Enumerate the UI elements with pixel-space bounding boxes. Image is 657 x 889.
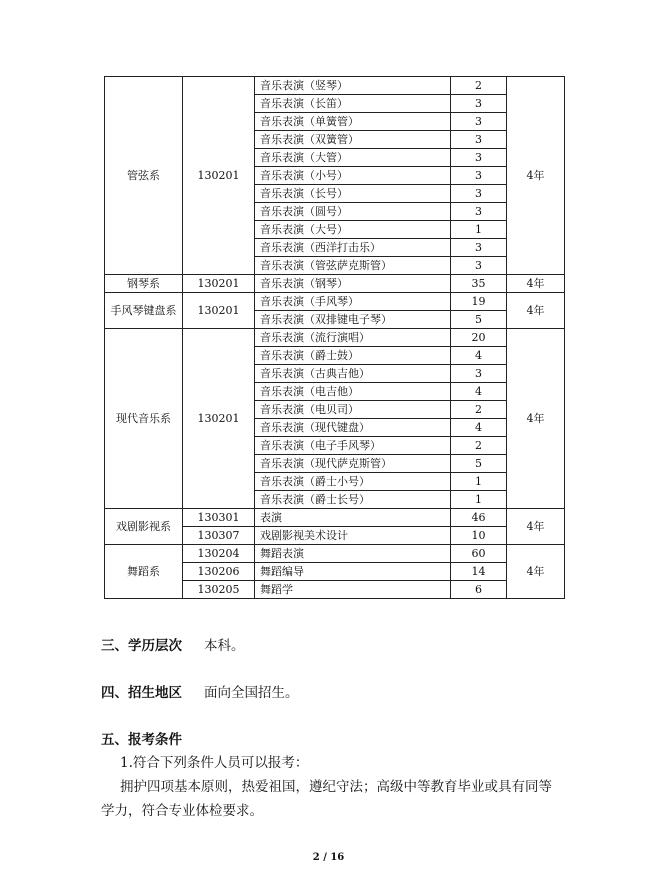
major-cell: 音乐表演（现代键盘）: [255, 419, 451, 437]
count-cell: 46: [451, 509, 507, 527]
major-cell: 戏剧影视美术设计: [255, 527, 451, 545]
count-cell: 1: [451, 491, 507, 509]
major-cell: 音乐表演（爵士鼓）: [255, 347, 451, 365]
code-cell: 130205: [183, 581, 255, 599]
major-cell: 音乐表演（长号）: [255, 185, 451, 203]
section-value: 本科。: [204, 638, 245, 654]
count-cell: 3: [451, 131, 507, 149]
count-cell: 14: [451, 563, 507, 581]
major-cell: 表演: [255, 509, 451, 527]
dept-cell: 舞蹈系: [105, 545, 183, 599]
major-cell: 音乐表演（大号）: [255, 221, 451, 239]
section-eligibility: [101, 730, 182, 750]
code-cell: 130206: [183, 563, 255, 581]
count-cell: 2: [451, 77, 507, 95]
major-cell: 音乐表演（流行演唱）: [255, 329, 451, 347]
count-cell: 3: [451, 365, 507, 383]
section-value: 面向全国招生。: [204, 685, 299, 701]
count-cell: 10: [451, 527, 507, 545]
count-cell: 1: [451, 221, 507, 239]
count-cell: 3: [451, 185, 507, 203]
major-cell: 音乐表演（爵士小号）: [255, 473, 451, 491]
condition-text: 拥护四项基本原则，热爱祖国，遵纪守法；高级中等教育毕业或具有同等学力，符合专业体检要求。: [101, 779, 552, 819]
code-cell: 130201: [183, 293, 255, 329]
major-cell: 音乐表演（西洋打击乐）: [255, 239, 451, 257]
table-row: [105, 77, 565, 95]
major-cell: 音乐表演（双排键电子琴）: [255, 311, 451, 329]
major-cell: 音乐表演（爵士长号）: [255, 491, 451, 509]
dept-cell: 钢琴系: [105, 275, 183, 293]
section-heading: 三、学历层次: [101, 638, 182, 654]
duration-cell: 4年: [507, 275, 565, 293]
duration-cell: 4年: [507, 545, 565, 599]
count-cell: 35: [451, 275, 507, 293]
count-cell: 3: [451, 149, 507, 167]
page-number: 2 / 16: [312, 852, 345, 863]
code-cell: 130201: [183, 77, 255, 275]
major-cell: 音乐表演（圆号）: [255, 203, 451, 221]
count-cell: 20: [451, 329, 507, 347]
section-enrollment-region: [101, 683, 299, 703]
major-cell: 音乐表演（管弦萨克斯管）: [255, 257, 451, 275]
count-cell: 5: [451, 311, 507, 329]
table-row: [105, 293, 565, 311]
major-cell: 舞蹈表演: [255, 545, 451, 563]
table-row: [105, 329, 565, 347]
dept-cell: 现代音乐系: [105, 329, 183, 509]
count-cell: 19: [451, 293, 507, 311]
code-cell: 130307: [183, 527, 255, 545]
code-cell: 130301: [183, 509, 255, 527]
major-cell: 音乐表演（现代萨克斯管）: [255, 455, 451, 473]
count-cell: 3: [451, 239, 507, 257]
major-cell: 音乐表演（钢琴）: [255, 275, 451, 293]
count-cell: 4: [451, 347, 507, 365]
table-row: [105, 545, 565, 563]
duration-cell: 4年: [507, 293, 565, 329]
dept-cell: 手风琴键盘系: [105, 293, 183, 329]
count-cell: 3: [451, 257, 507, 275]
major-cell: 舞蹈编导: [255, 563, 451, 581]
condition-item-1: 1.符合下列条件人员可以报考：: [120, 755, 309, 771]
major-cell: 音乐表演（大管）: [255, 149, 451, 167]
major-cell: 舞蹈学: [255, 581, 451, 599]
count-cell: 4: [451, 383, 507, 401]
major-cell: 音乐表演（双簧管）: [255, 131, 451, 149]
major-cell: 音乐表演（电子手风琴）: [255, 437, 451, 455]
major-cell: 音乐表演（小号）: [255, 167, 451, 185]
dept-cell: 戏剧影视系: [105, 509, 183, 545]
count-cell: 5: [451, 455, 507, 473]
major-cell: 音乐表演（古典吉他）: [255, 365, 451, 383]
count-cell: 3: [451, 95, 507, 113]
major-cell: 音乐表演（竖琴）: [255, 77, 451, 95]
major-cell: 音乐表演（电吉他）: [255, 383, 451, 401]
count-cell: 3: [451, 113, 507, 131]
count-cell: 6: [451, 581, 507, 599]
count-cell: 4: [451, 419, 507, 437]
section-education-level: [101, 636, 245, 656]
count-cell: 3: [451, 203, 507, 221]
duration-cell: 4年: [507, 509, 565, 545]
count-cell: 2: [451, 401, 507, 419]
code-cell: 130201: [183, 329, 255, 509]
section-heading: 五、报考条件: [101, 732, 182, 748]
table-row: [105, 275, 565, 293]
table-row: [105, 509, 565, 527]
count-cell: 3: [451, 167, 507, 185]
section-heading: 四、招生地区: [101, 685, 182, 701]
dept-cell: 管弦系: [105, 77, 183, 275]
major-cell: 音乐表演（电贝司）: [255, 401, 451, 419]
count-cell: 1: [451, 473, 507, 491]
count-cell: 2: [451, 437, 507, 455]
major-cell: 音乐表演（手风琴）: [255, 293, 451, 311]
duration-cell: 4年: [507, 329, 565, 509]
major-cell: 音乐表演（单簧管）: [255, 113, 451, 131]
code-cell: 130204: [183, 545, 255, 563]
duration-cell: 4年: [507, 77, 565, 275]
count-cell: 60: [451, 545, 507, 563]
admissions-table: [104, 76, 565, 599]
code-cell: 130201: [183, 275, 255, 293]
major-cell: 音乐表演（长笛）: [255, 95, 451, 113]
